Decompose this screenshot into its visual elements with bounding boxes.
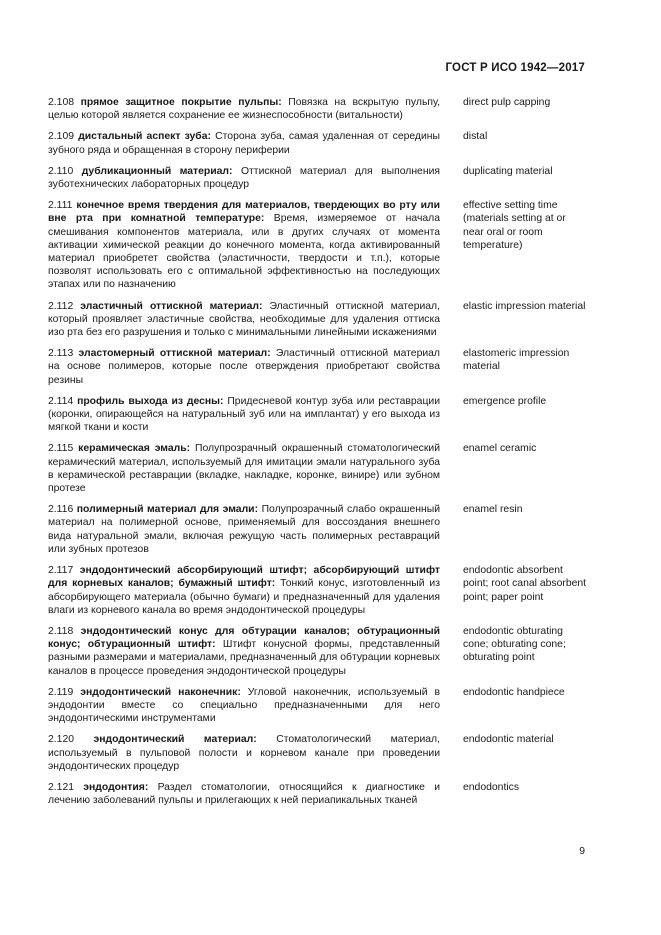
term-definition-text: Угловой наконечник, используемый в эндодонтии вместе со специально предназначенными для него эндодонтическими инструментами (48, 686, 441, 725)
term-definition-text: Эластичный оттискной материал на основе полимеров, которые после отверждения приобретают свойства резины (48, 348, 440, 386)
term-entry-2-115 (48, 442, 588, 495)
term-entry-2-120 (48, 733, 588, 773)
term-name: эндодонтический абсорбирующий штифт; абсорбирующий штифт для корневых каналов; бумажный штифт: (48, 565, 440, 590)
term-name: прямое защитное покрытие пульпы: (80, 97, 282, 108)
term-definition-ru (48, 96, 440, 122)
term-english-equivalent: enamel ceramic (463, 443, 537, 455)
page-number: 9 (579, 846, 585, 857)
term-definition-ru (48, 686, 440, 726)
term-definition-text: Придесневой контур зуба или реставрации (коронки, опирающейся на натуральный зуб или на имплантат) у его выхода из мягкой ткани и кости (48, 395, 441, 434)
terms-list (48, 96, 588, 815)
term-number: 2.121 (48, 781, 75, 793)
term-entry-2-110 (48, 165, 588, 191)
term-number: 2.109 (48, 131, 75, 143)
term-name: эндодонтический наконечник: (80, 686, 241, 698)
term-definition-ru (48, 625, 440, 678)
term-number: 2.120 (48, 734, 75, 746)
term-english-equivalent: emergence profile (463, 395, 547, 407)
term-name: дистальный аспект зуба: (78, 131, 211, 143)
term-entry-2-113 (48, 347, 588, 387)
term-english-equivalent: endodontics (463, 781, 520, 793)
document-header: ГОСТ Р ИСО 1942—2017 (445, 62, 585, 74)
term-number: 2.108 (48, 97, 75, 108)
term-english-equivalent: direct pulp capping (463, 97, 551, 108)
term-name: эндодонтический материал: (93, 734, 257, 746)
term-number: 2.116 (48, 504, 74, 516)
term-number: 2.113 (48, 348, 74, 360)
term-entry-2-108 (48, 96, 588, 122)
term-number: 2.117 (48, 565, 74, 577)
term-name: керамическая эмаль: (78, 443, 191, 455)
term-definition-ru (48, 165, 440, 191)
term-entry-2-121 (48, 781, 588, 807)
term-definition-text: Эластичный оттискной материал, который проявляет эластичные свойства, необходимые для удаления оттиска изо рта без его разрушения и только с минимальными линейными искажениями (48, 300, 441, 339)
term-english-equivalent: elastic impression material (463, 300, 586, 312)
term-name: конечное время твердения для материалов, твердеющих во рту или вне рта при комнатной температуре: (48, 200, 440, 225)
term-name: эндодонтия: (83, 781, 149, 793)
term-english-equivalent: endodontic material (463, 734, 554, 746)
term-definition-ru (48, 300, 440, 340)
term-definition-text: Сторона зуба, самая удаленная от середины зубного ряда и обращенная в сторону периферии (48, 131, 441, 156)
term-definition-ru (48, 347, 440, 387)
term-english-equivalent: enamel resin (463, 504, 523, 516)
term-definition-text: Полупрозрачный слабо окрашенный материал на полимерной основе, применяемый для воссоздания внешнего вида натуральной эмали, включая режущую часть полимерных реставраций или зубных протезов (48, 504, 441, 555)
term-name: эндодонтический конус для обтурации каналов; обтурационный конус; обтурационный штифт: (48, 625, 440, 651)
term-definition-text: Раздел стоматологии, относящийся к диагностике и лечению заболеваний пульпы и прилегающих к ней периапикальных тканей (48, 781, 441, 807)
term-number: 2.111 (48, 200, 73, 212)
term-definition-ru (48, 199, 440, 291)
term-entry-2-116 (48, 503, 588, 556)
term-entry-2-117 (48, 564, 588, 617)
term-definition-text: Оттискной материал для выполнения зуботехнических лабораторных процедур (48, 165, 441, 191)
term-number: 2.119 (48, 686, 74, 698)
term-definition-ru (48, 781, 440, 807)
term-english-equivalent: endodontic absorbent point; root canal absorbent point; paper point (463, 565, 587, 603)
term-definition-text: Тонкий конус, изготовленный из абсорбирующего материала (обычно бумаги) и предназначенный для удаления влаги из корневого канала во время эндодонтической процедуры (48, 578, 440, 616)
term-name: профиль выхода из десны: (77, 395, 224, 407)
term-name: эластичный оттискной материал: (80, 300, 263, 312)
term-definition-text: Полупрозрачный окрашенный стоматологический керамический материал, используемый для имитации эмали натурального зуба в керамической реставрации (вкладке, накладке, коронке, винире) или зубном протезе (48, 443, 440, 495)
term-definition-ru (48, 733, 440, 773)
term-english-equivalent: endodontic handpiece (463, 686, 565, 698)
term-english-equivalent: distal (463, 131, 488, 143)
term-number: 2.114 (48, 395, 74, 407)
term-entry-2-111 (48, 199, 588, 291)
term-definition-text: Штифт конусной формы, представленный разными размерами и материалами, предназначенный для обтурации корневых каналов в процессе проведения эндодонтической процедуры (48, 639, 440, 677)
term-definition-ru (48, 442, 440, 495)
term-english-equivalent: effective setting time (materials setting at or near oral or room temperature) (463, 200, 566, 251)
term-definition-text: Время, измеряемое от начала смешивания компонентов материала, или в других случаях от момента активации химической реакции до конечного момента, когда активированный материал приобретет свойства (эластичности, твердости и т.п.), которые позволят использовать его с оптимальной эффективностью на последующих этапах или по назначению (48, 213, 441, 291)
term-entry-2-112 (48, 300, 588, 340)
term-name: полимерный материал для эмали: (76, 504, 259, 516)
term-english-equivalent: duplicating material (463, 165, 553, 177)
term-entry-2-119 (48, 686, 588, 726)
term-english-equivalent: elastomeric impression material (463, 348, 570, 373)
term-definition-ru (48, 395, 440, 435)
term-number: 2.112 (48, 300, 74, 312)
term-entry-2-118 (48, 625, 588, 678)
term-definition-text: Стоматологический материал, используемый в пульповой полости и корневом канале при проведении эндодонтических процедур (48, 734, 440, 772)
term-definition-ru (48, 564, 440, 617)
term-entry-2-114 (48, 395, 588, 435)
term-name: дубликационный материал: (81, 165, 233, 177)
term-english-equivalent: endodontic obturating cone; obturating cone; obturating point (463, 625, 566, 664)
term-name: эластомерный оттискной материал: (78, 348, 271, 360)
term-definition-ru (48, 130, 440, 156)
term-entry-2-109 (48, 130, 588, 156)
term-definition-text: Повязка на вскрытую пульпу, целью которой является сохранение ее жизнеспособности (витальности) (48, 97, 441, 122)
term-definition-ru (48, 503, 440, 556)
term-number: 2.118 (48, 625, 74, 637)
term-number: 2.110 (48, 165, 74, 177)
term-number: 2.115 (48, 443, 74, 455)
